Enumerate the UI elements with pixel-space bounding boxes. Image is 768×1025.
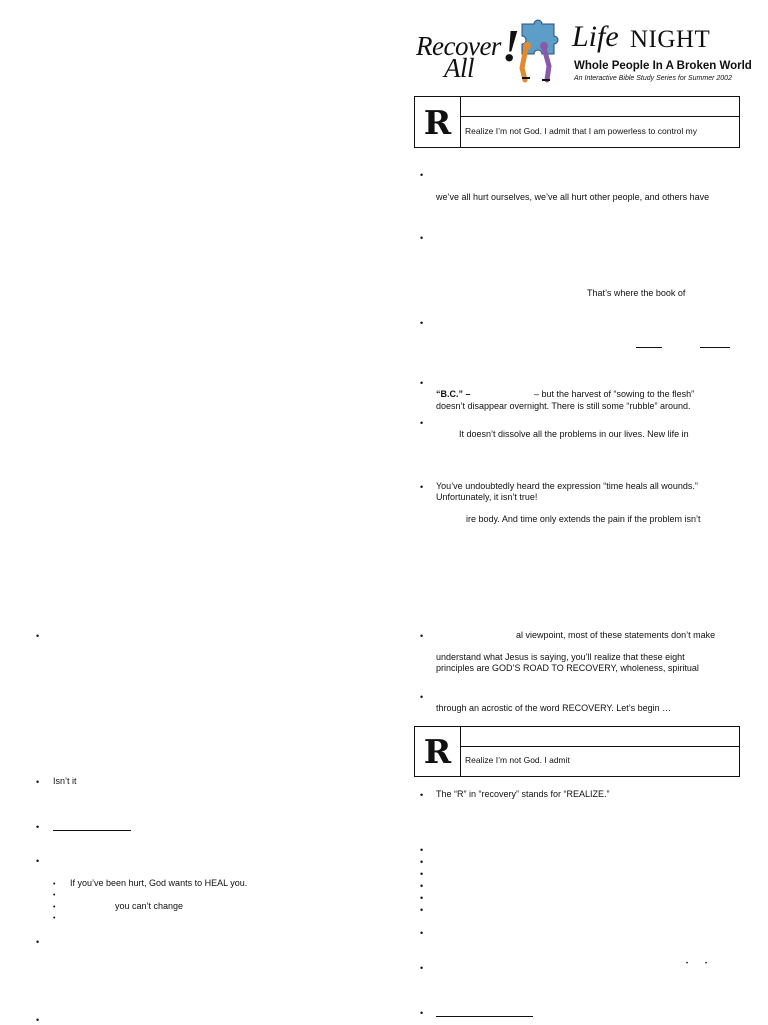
right-line: doesn’t disappear overnight. There is still some “rubble” around. <box>436 401 691 411</box>
right-line: through an acrostic of the word RECOVERY. Let’s begin … <box>436 703 672 713</box>
logo-exclamation: ! <box>502 20 520 71</box>
bullet-l5: • <box>36 937 40 947</box>
bullet-r18: • <box>420 1008 424 1018</box>
right-line: You’ve undoubtedly heard the expression “time heals all wounds.” <box>436 481 698 491</box>
r-box-text: Realize I’m not God. I admit <box>465 755 570 765</box>
bullet-l2: • <box>36 777 40 787</box>
sub-bullet: • <box>53 915 56 922</box>
bullet-r11: • <box>420 857 424 867</box>
sub-bullet: • <box>53 881 56 888</box>
r-box-top <box>414 96 740 148</box>
puzzle-people-icon <box>514 18 560 86</box>
bullet-r8: • <box>420 692 424 702</box>
bullet-r4: • <box>420 378 424 388</box>
bullet-r16: • <box>420 928 424 938</box>
right-line-bc: “B.C.” – <box>436 389 471 399</box>
bullet-r14: • <box>420 893 424 903</box>
recover-all-logo <box>414 18 564 88</box>
bullet-r2: • <box>420 233 424 243</box>
brand-night: NIGHT <box>630 26 711 53</box>
bullet-l4: • <box>36 856 40 866</box>
logo-all-text: All <box>444 53 474 83</box>
r-box-text: Realize I’m not God. I admit that I am powerless to control my <box>465 126 697 136</box>
stray-dot: • <box>705 961 708 967</box>
left-line: Isn’t it <box>53 776 77 786</box>
r-box-bottom <box>414 726 740 777</box>
left-subline: If you’ve been hurt, God wants to HEAL you. <box>70 878 248 888</box>
r-box-divider <box>460 116 739 117</box>
right-line: al viewpoint, most of these statements don’t make <box>516 630 716 640</box>
bullet-r3: • <box>420 318 424 328</box>
right-line: The “R” in “recovery” stands for “REALIZE.” <box>436 789 610 799</box>
brand-life: Life <box>572 20 619 53</box>
right-line: It doesn’t dissolve all the problems in our lives. New life in <box>459 429 689 439</box>
bullet-r7: • <box>420 631 424 641</box>
bullet-r1: • <box>420 170 424 180</box>
r-letter: R <box>415 727 461 776</box>
right-line: Unfortunately, it isn’t true! <box>436 492 538 502</box>
stray-dot: • <box>686 961 689 967</box>
bullet-l6: • <box>36 1015 40 1025</box>
bullet-r17: • <box>420 963 424 973</box>
right-line: ire body. And time only extends the pain if the problem isn’t <box>466 514 701 524</box>
subtagline: An Interactive Bible Study Series for Summer 2002 <box>574 75 732 82</box>
bullet-r5: • <box>420 418 424 428</box>
fill-blank-line <box>53 830 131 831</box>
right-line: principles are GOD’S ROAD TO RECOVERY, wholeness, spiritual <box>436 663 699 673</box>
r-letter: R <box>415 97 461 147</box>
bullet-r12: • <box>420 869 424 879</box>
bullet-r13: • <box>420 881 424 891</box>
right-line: we’ve all hurt ourselves, we’ve all hurt other people, and others have <box>436 192 710 202</box>
bullet-r15: • <box>420 905 424 915</box>
fill-blank-line <box>436 1016 533 1017</box>
sub-bullet: • <box>53 892 56 899</box>
bullet-l3: • <box>36 822 40 832</box>
right-line: – but the harvest of “sowing to the flesh” <box>534 389 695 399</box>
tagline: Whole People In A Broken World <box>574 60 752 72</box>
r-box-divider <box>460 746 739 747</box>
sub-bullet: • <box>53 904 56 911</box>
fill-blank-line <box>700 347 730 348</box>
bullet-r10: • <box>420 845 424 855</box>
bullet-r9: • <box>420 790 424 800</box>
right-line: understand what Jesus is saying, you’ll realize that these eight <box>436 652 685 662</box>
left-subline: you can’t change <box>115 901 184 911</box>
fill-blank-line <box>636 347 662 348</box>
bullet-r6: • <box>420 482 424 492</box>
logo-recover-text: Recover <box>416 31 501 61</box>
bullet-l1: • <box>36 631 40 641</box>
right-line: That’s where the book of <box>587 288 686 298</box>
